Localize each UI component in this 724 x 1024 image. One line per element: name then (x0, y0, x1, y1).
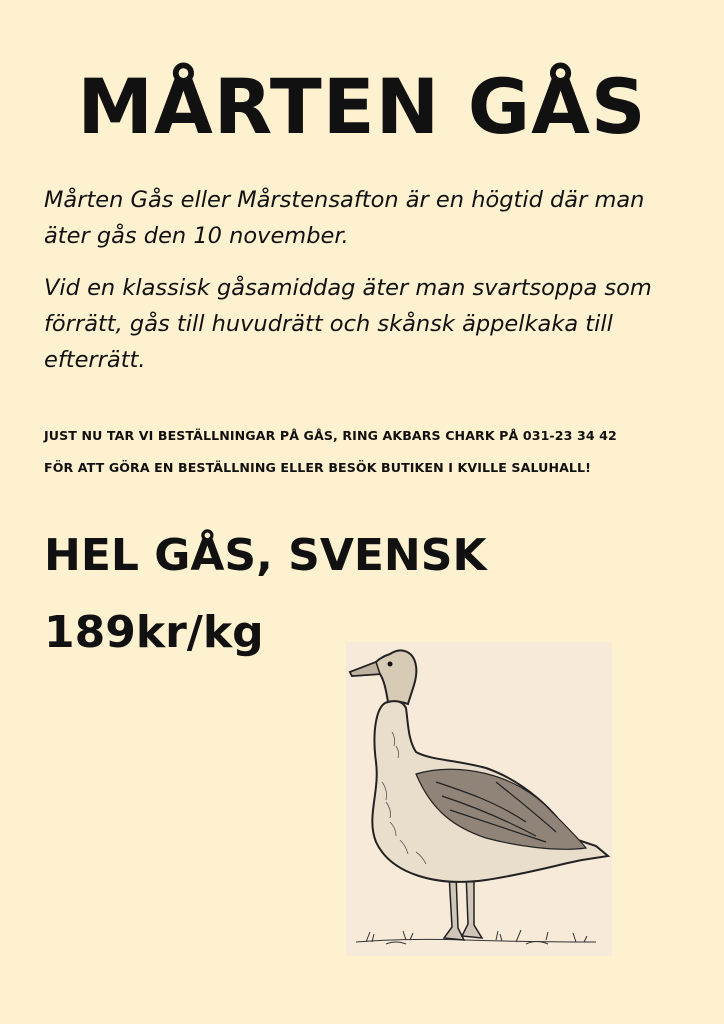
intro-paragraph-2: Vid en klassisk gåsamiddag äter man svartsoppa som förrätt, gås till huvudrätt och skånsk äppelkaka till efterrätt. (44, 275, 652, 373)
page-title: MÅRTEN GÅS (77, 62, 647, 151)
product-price: 189kr/kg (44, 607, 264, 658)
goose-icon (346, 642, 612, 956)
order-notice-line-2: FÖR ATT GÖRA EN BESTÄLLNING ELLER BESÖK BUTIKEN I KVILLE SALUHALL! (44, 460, 592, 475)
goose-head (350, 650, 416, 704)
goose-eye (388, 662, 393, 667)
product-name: HEL GÅS, SVENSK (44, 530, 487, 581)
goose-illustration (346, 642, 612, 956)
order-notice-line-1: JUST NU TAR VI BESTÄLLNINGAR PÅ GÅS, RING AKBARS CHARK PÅ 031-23 34 42 (44, 428, 617, 443)
intro-paragraph-1: Mårten Gås eller Mårstensafton är en högtid där man äter gås den 10 november. (44, 187, 645, 249)
goose-beak (350, 662, 380, 676)
